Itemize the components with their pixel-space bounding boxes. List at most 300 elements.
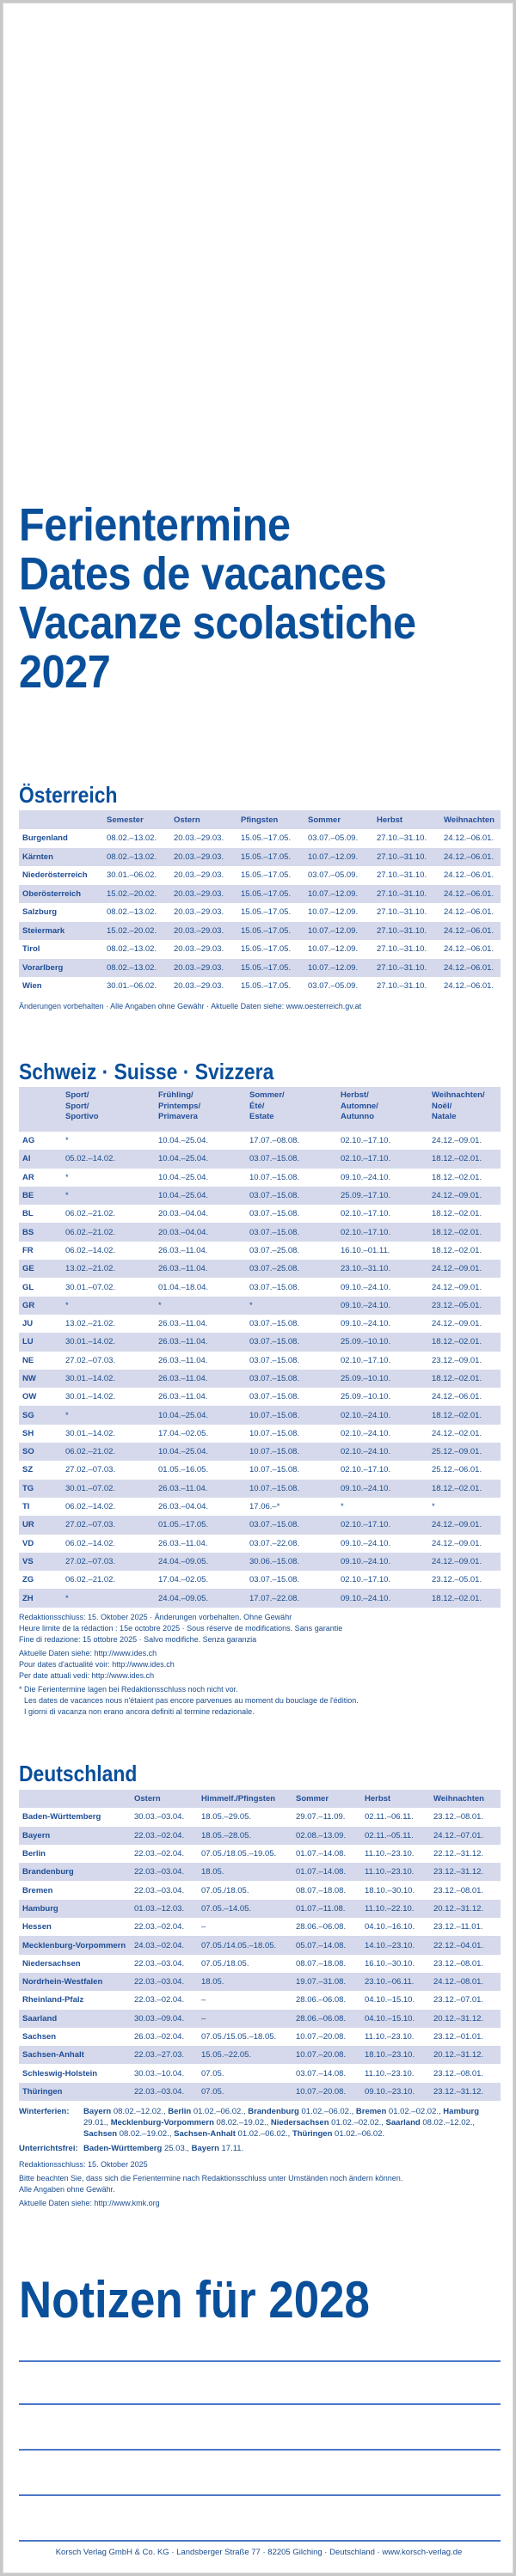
table-row <box>19 1443 501 1461</box>
state-entry <box>192 2144 244 2153</box>
date-cell: 23.12.–05.01. <box>432 1575 482 1585</box>
date-cell: 01.07.–14.08. <box>296 1867 347 1877</box>
column-header <box>246 1087 337 1132</box>
date-cell: 22.12.–31.12. <box>433 1849 484 1859</box>
germany-section <box>19 1761 501 2209</box>
austria-note: Änderungen vorbehalten · Alle Angaben ohne Gewähr · Aktuelle Daten siehe: www.oesterreich.gv.at <box>19 1001 362 1010</box>
date-cell: 04.10.–15.10. <box>365 2013 415 2024</box>
date-cell: 18.12.–02.01. <box>432 1172 482 1182</box>
table-row <box>19 1205 501 1223</box>
date-cell: 03.07.–15.08. <box>249 1337 300 1347</box>
table-row <box>19 1480 501 1498</box>
date-cell: 18.12.–02.01. <box>432 1227 482 1237</box>
state-date: 01.02.–06.02., <box>237 2129 291 2140</box>
date-cell: 10.07.–20.08. <box>296 2032 347 2042</box>
date-cell: 27.10.–31.10. <box>377 981 427 992</box>
date-cell: 26.03.–11.04. <box>158 1374 208 1383</box>
column-header-line: Frühling/ <box>158 1090 194 1100</box>
date-cell: 10.07.–12.09. <box>308 925 359 936</box>
table-row <box>19 1132 501 1150</box>
date-cell: 10.04.–25.04. <box>158 1154 209 1164</box>
date-cell: 20.03.–29.03. <box>174 981 224 992</box>
unterrichtsfrei-block <box>19 2143 501 2154</box>
date-cell: 20.03.–04.04. <box>158 1227 209 1237</box>
row-label: ZG <box>22 1575 34 1585</box>
row-label: SH <box>22 1428 34 1438</box>
column-header-line: Noël/ <box>432 1101 452 1111</box>
date-cell: – <box>201 1922 206 1932</box>
date-cell: 10.04.–25.04. <box>158 1136 209 1146</box>
state-date: 01.02.–02.02., <box>331 2118 384 2128</box>
date-cell: 02.10.–24.10. <box>341 1447 391 1457</box>
date-cell: * <box>65 1300 69 1310</box>
date-cell: 25.09.–10.10. <box>341 1392 391 1402</box>
date-cell: 18.05. <box>201 1977 224 1987</box>
date-cell: 02.08.–13.09. <box>296 1830 347 1840</box>
date-cell: 10.07.–12.09. <box>308 944 359 955</box>
austria-section <box>19 782 501 1012</box>
date-cell: 02.10.–17.10. <box>341 1575 391 1585</box>
germany-notes <box>19 2159 501 2209</box>
date-cell: 07.05./18.05. <box>201 1958 249 1969</box>
date-cell: 24.12.–09.01. <box>432 1538 482 1548</box>
table-row <box>19 2010 501 2028</box>
date-cell: 03.07.–15.08. <box>249 1282 300 1292</box>
date-cell: 23.12.–31.12. <box>433 1867 484 1877</box>
column-header <box>19 810 103 829</box>
date-cell: 22.03.–03.04. <box>134 1885 185 1895</box>
date-cell: 06.02.–14.02. <box>65 1245 116 1255</box>
row-label: GR <box>22 1300 35 1310</box>
date-cell: 07.05.–14.05. <box>201 1903 252 1914</box>
row-label: AR <box>22 1172 34 1182</box>
state-date: 17.11. <box>221 2144 244 2154</box>
notes-heading: Notizen für 2028 <box>19 2271 370 2329</box>
date-cell: 29.07.–11.09. <box>296 1812 346 1822</box>
state-name: Bayern <box>191 2144 219 2154</box>
date-cell: 11.10.–23.10. <box>365 2068 415 2079</box>
date-cell: 25.09.–17.10. <box>341 1191 391 1201</box>
table-row <box>19 1260 501 1278</box>
date-cell: 30.01.–07.02. <box>65 1483 116 1493</box>
table-row <box>19 1388 501 1406</box>
row-label: JU <box>22 1319 34 1329</box>
date-cell: 07.05./18.05.–19.05. <box>201 1849 277 1859</box>
table-row <box>19 1918 501 1936</box>
date-cell: 20.03.–29.03. <box>174 962 224 973</box>
state-name: Sachsen-Anhalt <box>174 2129 236 2140</box>
date-cell: 09.10.–24.10. <box>341 1538 391 1548</box>
row-label: Thüringen <box>22 2086 63 2097</box>
state-entry <box>292 2129 384 2139</box>
row-label: BE <box>22 1191 34 1201</box>
date-cell: 24.12.–06.01. <box>444 944 494 955</box>
date-cell: 24.04.–09.05. <box>158 1593 209 1603</box>
row-label: Berlin <box>22 1849 46 1859</box>
date-cell: 10.04.–25.04. <box>158 1447 209 1457</box>
state-date: 08.02.–19.02., <box>119 2129 172 2140</box>
date-cell: 26.03.–04.04. <box>158 1502 209 1512</box>
date-cell: 10.07.–15.08. <box>249 1410 300 1420</box>
table-row <box>19 848 501 867</box>
column-header <box>19 1087 62 1132</box>
row-label: Mecklenburg-Vorpommern <box>22 1940 126 1950</box>
state-entry <box>248 2107 353 2116</box>
date-cell: 26.03.–11.04. <box>158 1355 208 1365</box>
date-cell: 20.03.–29.03. <box>174 870 224 881</box>
date-cell: 20.03.–04.04. <box>158 1209 209 1219</box>
table-row <box>19 1461 501 1479</box>
row-label: Hessen <box>22 1922 52 1932</box>
notes-section <box>19 2272 501 2329</box>
date-cell: * <box>65 1172 69 1182</box>
column-header-line: Weihnachten/ <box>432 1090 485 1100</box>
date-cell: 10.07.–12.09. <box>308 888 359 899</box>
date-cell: 30.01.–07.02. <box>65 1282 116 1292</box>
date-cell: 27.10.–31.10. <box>377 925 427 936</box>
row-label: TG <box>22 1483 34 1493</box>
date-cell: 20.12.–31.12. <box>433 2050 484 2060</box>
date-cell: 02.10.–17.10. <box>341 1136 391 1146</box>
date-cell: 24.12.–09.01. <box>432 1319 482 1329</box>
state-date: 01.02.–06.02., <box>301 2107 354 2117</box>
note-line: * Die Ferientermine lagen bei Redaktionsschluss noch nicht vor. <box>19 1684 238 1694</box>
table-row <box>19 922 501 941</box>
date-cell: 03.07.–15.08. <box>249 1575 300 1585</box>
date-cell: 15.05.–17.05. <box>241 852 292 862</box>
note-line: Heure limite de la rédaction : 15e octobre 2025 · Sous réserve de modifications. Sans garantie <box>19 1623 343 1633</box>
date-cell: 18.12.–02.01. <box>432 1593 482 1603</box>
date-cell: 16.10.–01.11. <box>341 1245 390 1255</box>
row-label: Niederösterreich <box>22 870 88 881</box>
table-row <box>19 1242 501 1260</box>
column-header: Sommer <box>296 1794 329 1804</box>
row-label: UR <box>22 1520 34 1530</box>
date-cell: 01.05.–16.05. <box>158 1465 209 1475</box>
date-cell: – <box>201 2013 206 2024</box>
row-label: Sachsen-Anhalt <box>22 2050 84 2060</box>
column-header-line: Estate <box>249 1112 274 1121</box>
row-label: GL <box>22 1282 34 1292</box>
date-cell: 02.11.–06.11. <box>365 1812 414 1822</box>
column-header-line: Natale <box>432 1112 457 1121</box>
date-cell: 30.03.–03.04. <box>134 1812 185 1822</box>
row-label: BL <box>22 1209 34 1219</box>
deadline-notes <box>19 1612 501 1645</box>
row-label: SZ <box>22 1465 34 1475</box>
date-cell: 24.12.–06.01. <box>444 925 494 936</box>
note-writing-line[interactable] <box>19 2540 501 2542</box>
date-cell: * <box>341 1502 344 1512</box>
date-cell: 24.12.–09.01. <box>432 1556 482 1566</box>
date-cell: 18.10.–23.10. <box>365 2050 415 2060</box>
row-label: AG <box>22 1136 35 1146</box>
date-cell: 15.05.–17.05. <box>241 833 292 844</box>
date-cell: 17.04.–02.05. <box>158 1575 209 1585</box>
date-cell: 05.07.–14.08. <box>296 1940 347 1950</box>
date-cell: 24.03.–02.04. <box>134 1940 185 1950</box>
date-cell: 24.12.–06.01. <box>444 981 494 992</box>
column-header: Sommer <box>308 815 341 825</box>
date-cell: 02.10.–17.10. <box>341 1209 391 1219</box>
column-header: Herbst <box>365 1794 391 1804</box>
date-cell: 08.02.–13.02. <box>107 907 157 918</box>
state-name: Baden-Württemberg <box>83 2144 163 2154</box>
date-cell: 30.03.–09.04. <box>134 2013 185 2024</box>
date-cell: 15.02.–20.02. <box>107 925 157 936</box>
winterferien-label: Winterferien: <box>19 2107 70 2117</box>
table-row <box>19 903 501 922</box>
date-cell: 28.06.–06.08. <box>296 1995 347 2005</box>
date-cell: 23.12.–01.01. <box>433 2032 484 2042</box>
column-header: Semester <box>107 815 144 825</box>
row-label: LU <box>22 1337 34 1347</box>
winterferien-block <box>19 2106 501 2140</box>
date-cell: 23.12.–11.01. <box>433 1922 483 1932</box>
date-cell: 06.02.–21.02. <box>65 1575 116 1585</box>
date-cell: 18.10.–30.10. <box>365 1885 415 1895</box>
austria-table <box>19 810 501 996</box>
date-cell: 15.05.–17.05. <box>241 944 292 955</box>
table-row <box>19 1936 501 1954</box>
switzerland-heading: Schweiz · Suisse · Svizzera <box>19 1059 274 1084</box>
date-cell: 11.10.–23.10. <box>365 2032 415 2042</box>
row-label: SG <box>22 1410 34 1420</box>
table-row <box>19 1516 501 1534</box>
date-cell: 13.02.–21.02. <box>65 1319 116 1329</box>
date-cell: 07.05. <box>201 2086 224 2097</box>
state-date: 01.02.–06.02., <box>193 2107 246 2117</box>
row-label: SO <box>22 1447 34 1457</box>
table-row <box>19 1169 501 1187</box>
date-cell: 24.12.–09.01. <box>432 1282 482 1292</box>
date-cell: 23.12.–09.01. <box>432 1355 482 1365</box>
publisher-footer: Korsch Verlag GmbH & Co. KG · Landsberger Straße 77 · 82205 Gilching · Deutschland · www.korsch-verlag.de <box>55 2548 463 2557</box>
date-cell: 03.07.–25.08. <box>249 1264 300 1274</box>
row-label: Nordrhein-Westfalen <box>22 1977 103 1987</box>
switzerland-section <box>19 1059 501 1718</box>
date-cell: * <box>158 1300 162 1310</box>
date-cell: 06.02.–21.02. <box>65 1227 116 1237</box>
date-cell: 20.03.–29.03. <box>174 852 224 862</box>
title-line: Vacanze scolastiche <box>19 597 416 649</box>
date-cell: 03.07.–14.08. <box>296 2068 347 2079</box>
date-cell: 03.07.–05.09. <box>308 833 359 844</box>
note-line: Pour dates d'actualité voir: http://www.ides.ch <box>19 1659 175 1669</box>
date-cell: 27.10.–31.10. <box>377 888 427 899</box>
column-header-line: Primavera <box>158 1112 198 1121</box>
date-cell: 20.03.–29.03. <box>174 833 224 844</box>
note-writing-line[interactable] <box>19 2360 501 2362</box>
date-cell: 03.07.–15.08. <box>249 1355 300 1365</box>
date-cell: 03.07.–15.08. <box>249 1374 300 1383</box>
table-row <box>19 977 501 996</box>
table-header-row <box>19 810 501 829</box>
state-name: Hamburg <box>443 2107 479 2117</box>
date-cell: 11.10.–23.10. <box>365 1867 415 1877</box>
table-row <box>19 885 501 904</box>
state-entry <box>174 2129 290 2139</box>
date-cell: 18.12.–02.01. <box>432 1410 482 1420</box>
date-cell: – <box>201 1995 206 2005</box>
date-cell: 18.12.–02.01. <box>432 1337 482 1347</box>
row-label: VD <box>22 1538 34 1548</box>
column-header: Weihnachten <box>444 815 494 825</box>
date-cell: * <box>432 1502 435 1512</box>
row-label: GE <box>22 1264 34 1274</box>
date-cell: 02.10.–24.10. <box>341 1410 391 1420</box>
table-row <box>19 2064 501 2082</box>
note-writing-line[interactable] <box>19 2449 501 2451</box>
date-cell: 27.10.–31.10. <box>377 870 427 881</box>
column-header: Herbst <box>377 815 403 825</box>
date-cell: 18.12.–02.01. <box>432 1245 482 1255</box>
table-row <box>19 1827 501 1845</box>
date-cell: 26.03.–11.04. <box>158 1245 208 1255</box>
row-label: Wien <box>22 981 42 992</box>
date-cell: 26.03.–11.04. <box>158 1483 208 1493</box>
date-cell: 04.10.–15.10. <box>365 1995 415 2005</box>
date-cell: 27.02.–07.03. <box>65 1465 116 1475</box>
date-cell: 10.07.–15.08. <box>249 1428 300 1438</box>
date-cell: 23.12.–05.01. <box>432 1300 482 1310</box>
date-cell: 07.05. <box>201 2068 224 2079</box>
date-cell: 26.03.–11.04. <box>158 1337 208 1347</box>
date-cell: 10.07.–15.08. <box>249 1172 300 1182</box>
state-entry <box>83 2107 166 2116</box>
note-line: Redaktionsschluss: 15. Oktober 2025 <box>19 2160 148 2170</box>
date-cell: 24.12.–06.01. <box>444 870 494 881</box>
state-entry <box>83 2144 189 2153</box>
note-line: Redaktionsschluss: 15. Oktober 2025 · Änderungen vorbehalten. Ohne Gewähr <box>19 1612 292 1621</box>
table-row <box>19 1589 501 1607</box>
table-row <box>19 1223 501 1241</box>
row-label: FR <box>22 1245 34 1255</box>
date-cell: 01.04.–18.04. <box>158 1282 209 1292</box>
date-cell: 24.04.–09.05. <box>158 1556 209 1566</box>
date-cell: 28.06.–06.08. <box>296 1922 347 1932</box>
germany-heading: Deutschland <box>19 1761 138 1786</box>
date-cell: * <box>249 1300 253 1310</box>
date-cell: 26.03.–11.04. <box>158 1538 208 1548</box>
date-cell: 06.02.–21.02. <box>65 1447 116 1457</box>
date-cell: 06.02.–14.02. <box>65 1538 116 1548</box>
date-cell: 22.03.–03.04. <box>134 1977 185 1987</box>
state-name: Saarland <box>385 2118 421 2128</box>
table-row <box>19 1278 501 1296</box>
date-cell: 20.12.–31.12. <box>433 2013 484 2024</box>
date-cell: 20.03.–29.03. <box>174 944 224 955</box>
row-label: Bremen <box>22 1885 53 1895</box>
table-row <box>19 1808 501 1826</box>
table-row <box>19 1973 501 1991</box>
date-cell: 17.04.–02.05. <box>158 1428 209 1438</box>
note-line: Les dates de vacances nous n'étaient pas encore parvenues au moment du bouclage de l'édition. <box>24 1695 359 1705</box>
date-cell: 27.10.–31.10. <box>377 852 427 862</box>
row-label: AI <box>22 1154 31 1164</box>
date-cell: 15.02.–20.02. <box>107 888 157 899</box>
title-year: 2027 <box>19 646 111 698</box>
date-cell: 03.07.–15.08. <box>249 1154 300 1164</box>
date-cell: 22.03.–02.04. <box>134 1995 185 2005</box>
state-date: 01.02.–02.02., <box>388 2107 441 2117</box>
row-label: Baden-Württemberg <box>22 1812 101 1822</box>
row-label: BS <box>22 1227 34 1237</box>
state-date: 08.02.–12.02., <box>422 2118 476 2128</box>
date-cell: 09.10.–24.10. <box>341 1593 391 1603</box>
date-cell: 03.07.–05.09. <box>308 870 359 881</box>
state-date: 08.02.–19.02., <box>216 2118 269 2128</box>
date-cell: 23.10.–31.10. <box>341 1264 391 1274</box>
date-cell: 22.03.–27.03. <box>134 2050 185 2060</box>
date-cell: 28.06.–06.08. <box>296 2013 347 2024</box>
date-cell: 23.12.–08.01. <box>433 1885 484 1895</box>
table-header-row <box>19 1087 501 1132</box>
note-writing-line[interactable] <box>19 2403 501 2405</box>
date-cell: 02.10.–24.10. <box>341 1428 391 1438</box>
state-entry <box>356 2107 441 2116</box>
note-line: Per date attuali vedi: http://www.ides.ch <box>19 1670 155 1680</box>
date-cell: 02.10.–17.10. <box>341 1520 391 1530</box>
date-cell: 17.06.–* <box>249 1502 280 1512</box>
date-cell: 27.02.–07.03. <box>65 1520 116 1530</box>
date-cell: 09.10.–24.10. <box>341 1319 391 1329</box>
date-cell: 08.07.–18.08. <box>296 1958 347 1969</box>
date-cell: 04.10.–16.10. <box>365 1922 415 1932</box>
date-cell: 24.12.–08.01. <box>433 1977 484 1987</box>
note-writing-line[interactable] <box>19 2494 501 2496</box>
title-line: Ferientermine <box>19 499 291 551</box>
row-label: Sachsen <box>22 2032 57 2042</box>
date-cell: 24.12.–02.01. <box>432 1428 482 1438</box>
date-cell: 23.12.–31.12. <box>433 2086 484 2097</box>
date-cell: 10.07.–12.09. <box>308 962 359 973</box>
date-cell: 07.05./15.05.–18.05. <box>201 2032 277 2042</box>
date-cell: 01.07.–14.08. <box>296 1849 347 1859</box>
table-row <box>19 940 501 959</box>
date-cell: 27.10.–31.10. <box>377 962 427 973</box>
row-label: VS <box>22 1556 34 1566</box>
state-name: Thüringen <box>292 2129 333 2140</box>
date-cell: 03.07.–15.08. <box>249 1227 300 1237</box>
date-cell: 30.01.–14.02. <box>65 1374 116 1383</box>
row-label: ZH <box>22 1593 34 1603</box>
row-label: Rheinland-Pfalz <box>22 1995 84 2005</box>
date-cell: 23.10.–06.11. <box>365 1977 415 1987</box>
date-cell: 08.02.–13.02. <box>107 962 157 973</box>
switzerland-table <box>19 1087 501 1608</box>
date-cell: 24.12.–06.01. <box>444 852 494 862</box>
date-cell: 24.12.–06.01. <box>444 833 494 844</box>
date-cell: 03.07.–22.08. <box>249 1538 300 1548</box>
date-cell: 08.02.–13.02. <box>107 852 157 862</box>
date-cell: 02.10.–17.10. <box>341 1355 391 1365</box>
date-cell: 10.07.–20.08. <box>296 2086 347 2097</box>
date-cell: 01.03.–12.03. <box>134 1903 185 1914</box>
table-row <box>19 1553 501 1571</box>
date-cell: * <box>65 1136 69 1146</box>
state-date: 08.02.–12.02., <box>113 2107 166 2117</box>
state-entry <box>111 2118 269 2127</box>
unterrichtsfrei-label: Unterrichtsfrei: <box>19 2144 78 2154</box>
row-label: Burgenland <box>22 833 68 844</box>
state-name: Bremen <box>355 2107 387 2117</box>
date-cell: 15.05.–17.05. <box>241 962 292 973</box>
table-row <box>19 1333 501 1351</box>
date-cell: 24.12.–06.01. <box>432 1392 482 1402</box>
link-notes <box>19 1648 501 1682</box>
state-name: Brandenburg <box>248 2107 299 2117</box>
